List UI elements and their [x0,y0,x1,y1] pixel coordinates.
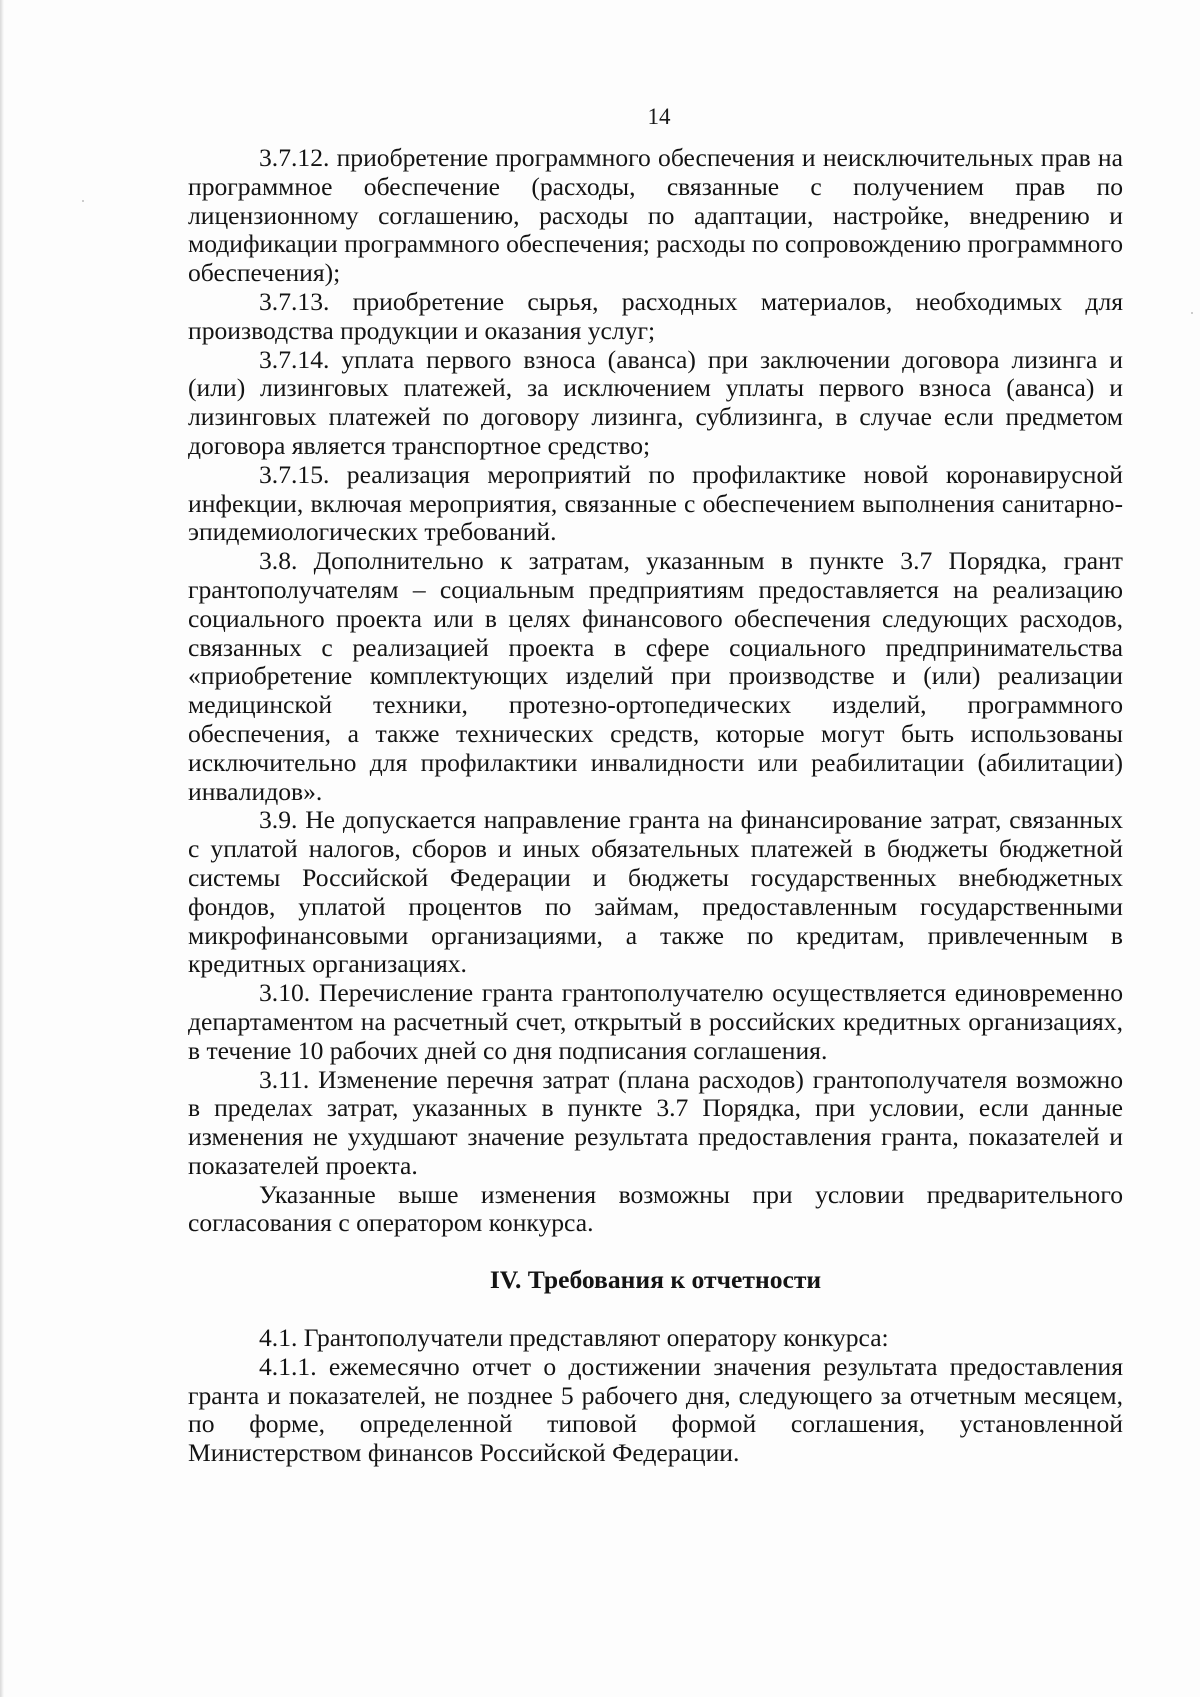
paragraph-3-9: 3.9. Не допускается направление гранта на финансирование затрат, связанных с уплатой налогов, сборов и иных обязательных платежей в бюджеты бюджетной системы Российской Федерации и бюджеты государственных внебюджетных фондов, уплатой процентов по займам, предоставленным государственными микрофинансовыми организациями, а также по кредитам, привлеченным в кредитных организациях. [188,805,1123,979]
paragraph-3-7-14: 3.7.14. уплата первого взноса (аванса) при заключении договора лизинга и (или) лизинговых платежей, за исключением уплаты первого взноса (аванса) и лизинговых платежей по договору лизинга, сублизинга, в случае если предметом договора является транспортное средство; [188,344,1123,460]
paragraph-4-1: 4.1. Грантополучатели представляют оператору конкурса: [259,1323,889,1353]
document-body [188,144,1123,1468]
paragraph-4-1-1: 4.1.1. ежемесячно отчет о достижении значения результата предоставления гранта и показателей, не позднее 5 рабочего дня, следующего за отчетным месяцем, по форме, определенной типовой формой соглашения, установленной Министерством финансов Российской Федерации. [188,1351,1123,1468]
scan-speck [1191,312,1193,314]
paragraph-3-7-13: 3.7.13. приобретение сырья, расходных материалов, необходимых для производства продукции и оказания услуг; [188,286,1123,345]
section-heading: IV. Требования к отчетности [489,1265,822,1295]
paragraph-3-7-15: 3.7.15. реализация мероприятий по профилактике новой коронавирусной инфекции, включая мероприятия, связанные с обеспечением выполнения санитарно-эпидемиологических требований. [188,459,1123,547]
paragraph-3-10: 3.10. Перечисление гранта грантополучателю осуществляется единовременно департаментом на расчетный счет, открытый в российских кредитных организациях, в течение 10 рабочих дней со дня подписания соглашения. [188,978,1123,1065]
paragraph-3-8: 3.8. Дополнительно к затратам, указанным в пункте 3.7 Порядка, грант грантополучателям – социальным предприятиям предоставляется на реализацию социального проекта или в целях финансового обеспечения следующих расходов, связанных с реализацией проекта в сфере социального предпринимательства «приобретение комплектующих изделий при производстве и (или) реализации медицинской техники, протезно-ортопедических изделий, программного обеспечения, а также технических средств, которые могут быть использованы исключительно для профилактики инвалидности или реабилитации (абилитации) инвалидов». [188,546,1123,806]
page-number: 14 [647,104,671,129]
scan-speck [82,200,84,202]
paragraph-3-11-note: Указанные выше изменения возможны при условии предварительного согласования с оператором конкурса. [188,1179,1123,1238]
paragraph-3-7-12: 3.7.12. приобретение программного обеспечения и неисключительных прав на программное обеспечение (расходы, связанные с получением прав по лицензионному соглашению, расходы по адаптации, настройке, внедрению и модификации программного обеспечения; расходы по сопровождению программного обеспечения); [188,143,1123,288]
scan-edge-shadow [0,0,4,1697]
paragraph-3-11: 3.11. Изменение перечня затрат (плана расходов) грантополучателя возможно в пределах затрат, указанных в пункте 3.7 Порядка, при условии, если данные изменения не ухудшают значение результата предоставления гранта, показателей и показателей проекта. [188,1064,1123,1180]
